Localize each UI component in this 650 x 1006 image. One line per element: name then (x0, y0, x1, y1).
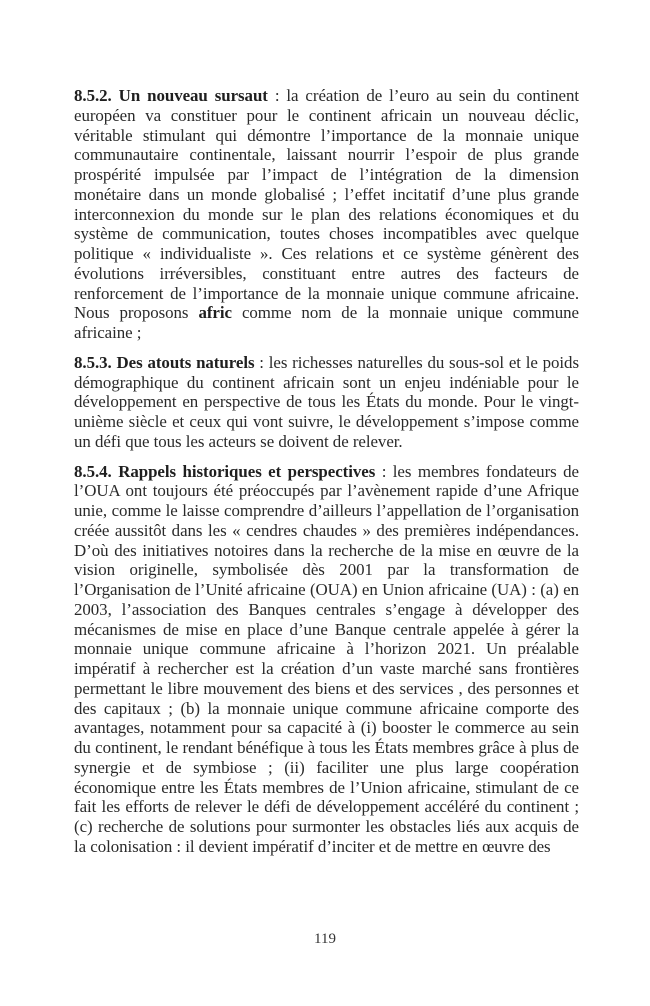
section-8-5-2 (74, 86, 579, 343)
section-heading (74, 86, 268, 105)
section-text: : les richesses naturelles du sous-sol et le poids démographique du continent africain sont un enjeu indéniable pour le développement en perspective de tous les États du monde. Pour le vingt-unième siècle et ceux qui vont suivre, le développement s’impose comme un défi que tous les acteurs se doivent de relever. (74, 352, 579, 451)
section-number: 8.5.4. (74, 461, 112, 481)
section-number: 8.5.2 (74, 86, 108, 105)
section-text: : les membres fondateurs de l’OUA ont toujours été préoccupés par l’avènement rapide d’une Afrique unie, comme le laisse comprendre d’ailleurs l’appellation de l’organisation créée aussitôt dans les « cendres chaudes » des premières indépendances. D’où des initiatives notoires dans la recherche de la mise en œuvre de la vision originelle, symbolisée dès 2001 par la transformation de l’Organisation de l’Unité africaine (OUA) en Union africaine (UA) : (a) en 2003, l’association des Banques centrales s’engage à développer des mécanismes de mise en place d’une Banque centrale appelée à gérer la monnaie unique commune africaine à l’horizon 2021. Un préalable impératif à rechercher est la création d’un vaste marché sans frontières permettant le libre mouvement des biens et des services , des personnes et des capitaux ; (b) la monnaie unique commune africaine comporte des avantages, notamment pour sa capacité à (i) booster le commerce au sein du continent, le rendant bénéfique à tous les États membres grâce à plus de synergie et de symbiose ; (ii) faciliter une plus large coopération économique entre les États membres de l’Union africaine, stimulant de ce fait les efforts de relever le défi de développement accéléré du continent ; (c) recherche de solutions pour surmonter les obstacles liés aux acquis de la colonisation : il devient impératif d’inciter et de mettre en œuvre des (74, 461, 579, 856)
section-8-5-4 (74, 462, 579, 857)
section-text: : la création de l’euro au sein du continent européen va constituer pour le continent africain un nouveau déclic, véritable stimulant qui démontre l’importance de la monnaie unique communautaire continentale, laissant nourrir l’espoir de plus grande prospérité impulsée par l’impact de l’intégration de la dimension monétaire dans un monde globalisé ; l’effet incitatif d’une plus grande interconnexion du monde sur le plan des relations économiques et du système de communication, toutes choses incompatibles avec quelque politique « individualiste ». Ces relations et ce système génèrent des évolutions irréversibles, constituant entre autres des facteurs de renforcement de l’importance de la monnaie unique commune africaine. Nous proposons (74, 86, 579, 323)
section-title: Un nouveau sursaut (118, 86, 268, 105)
page-body (74, 86, 579, 867)
section-8-5-3 (74, 353, 579, 452)
section-number: 8.5.3. (74, 352, 112, 372)
section-title: Des atouts naturels (116, 352, 255, 372)
section-separator: . (107, 86, 119, 105)
section-heading (74, 462, 375, 481)
section-text-continued: comme nom de la monnaie unique commune africaine ; (74, 303, 579, 342)
emphasis-term: afric (198, 303, 232, 323)
section-title: Rappels historiques et perspectives (118, 461, 376, 481)
section-heading (74, 353, 254, 372)
page-number: 119 (314, 931, 336, 947)
